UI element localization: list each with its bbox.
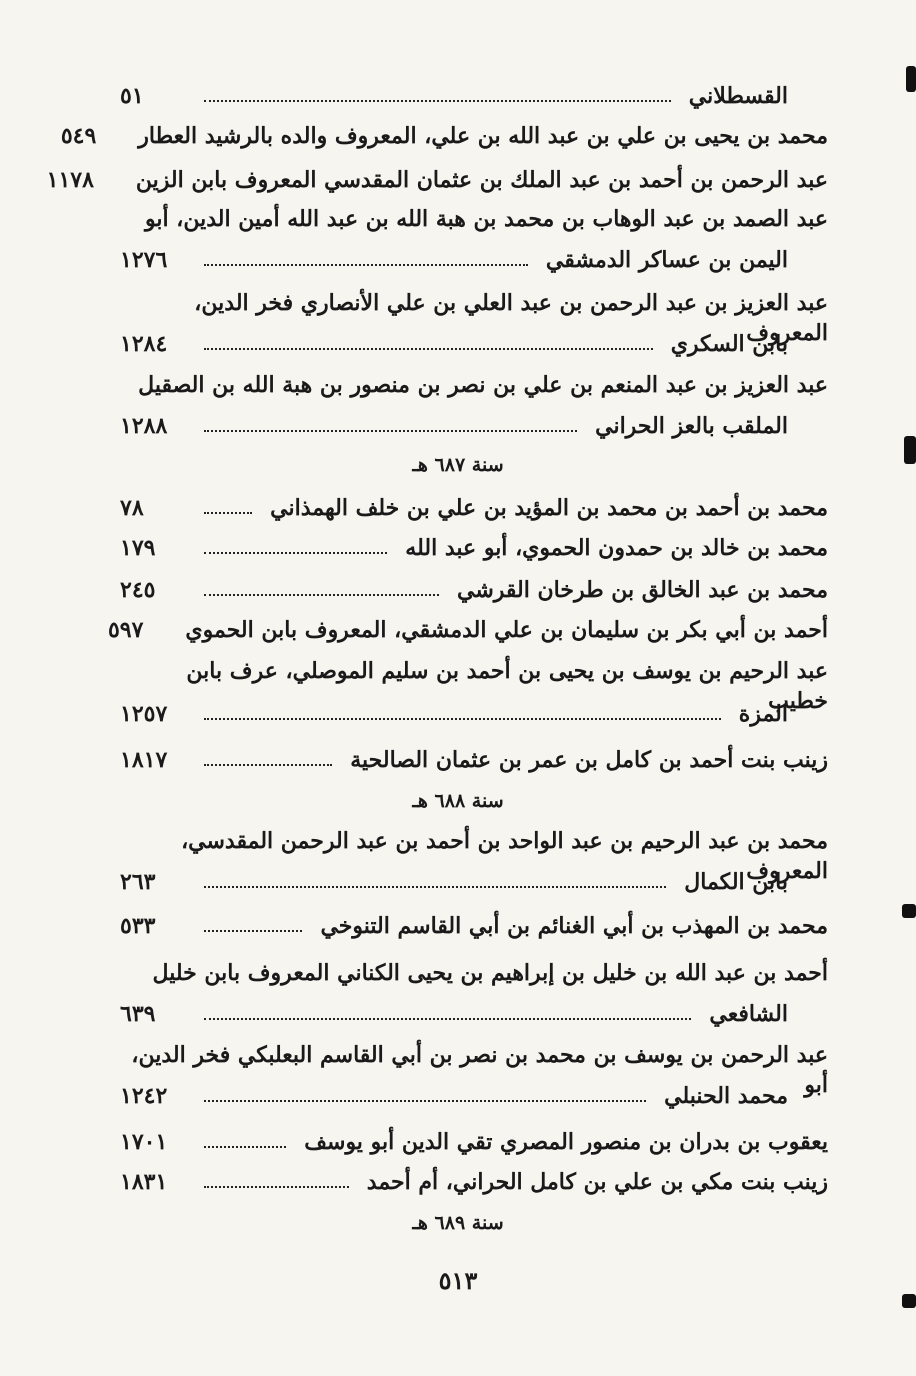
entry-number: ١٨١٧ (120, 747, 168, 773)
entry-name: محمد بن عبد الخالق بن طرخان القرشي (457, 577, 828, 603)
entry-wrapped-line: عبد الصمد بن عبد الوهاب بن محمد بن هبة الله بن عبد الله أمين الدين، أبو (145, 206, 828, 232)
entry-number: ١٢٨٨ (120, 413, 168, 439)
index-entry (120, 742, 828, 778)
entry-name: المزة (738, 701, 788, 727)
entry-number: ١١٧٨ (46, 167, 94, 193)
scan-mark (902, 1294, 916, 1308)
entry-number: ١٢٨٤ (120, 331, 168, 357)
entry-number: ١٨٣١ (120, 1169, 168, 1195)
leader-dots (204, 348, 653, 350)
leader-dots (204, 264, 528, 266)
entry-number: ١٧٩ (120, 535, 156, 561)
entry-name: أحمد بن أبي بكر بن سليمان بن علي الدمشقي، المعروف بابن الحموي (185, 617, 828, 643)
leader-dots (204, 430, 577, 432)
leader-dots (204, 1018, 691, 1020)
index-entry (120, 530, 828, 566)
entry-name: بابن السكري (670, 331, 788, 357)
leader-dots (204, 512, 252, 514)
scan-mark (904, 436, 916, 464)
entry-name: الملقب بالعز الحراني (595, 413, 788, 439)
index-entry (107, 612, 828, 648)
index-entry (60, 118, 828, 154)
leader-dots (204, 1100, 646, 1102)
index-entry (120, 242, 828, 278)
leader-dots (204, 718, 721, 720)
index-entry (120, 696, 828, 732)
entry-number: ١٢٤٢ (120, 1083, 168, 1109)
entry-number: ٢٦٣ (120, 869, 156, 895)
leader-dots (204, 1186, 349, 1188)
index-entry (120, 1164, 828, 1200)
leader-dots (204, 930, 302, 932)
entry-number: ٦٣٩ (120, 1001, 156, 1027)
index-entry (120, 1078, 828, 1114)
entry-name: بابن الكمال (684, 869, 788, 895)
leader-dots (204, 1146, 286, 1148)
leader-dots (204, 552, 387, 554)
page-number: ٥١٣ (438, 1266, 478, 1295)
entry-number: ١٢٧٦ (120, 247, 168, 273)
entry-number: ٥٣٣ (120, 913, 156, 939)
entry-name: محمد الحنبلي (664, 1083, 788, 1109)
entry-name: القسطلاني (688, 83, 788, 109)
entry-name: محمد بن يحيى بن علي بن عبد الله بن علي، المعروف والده بالرشيد العطار (138, 123, 828, 149)
entry-number: ٧٨ (120, 495, 144, 521)
entry-name: محمد بن أحمد بن محمد بن المؤيد بن علي بن خلف الهمذاني (270, 495, 828, 521)
leader-dots (204, 100, 671, 102)
index-entry (120, 1124, 828, 1160)
entry-number: ٥٤٩ (60, 123, 97, 149)
index-entry (120, 326, 828, 362)
entry-name: زينب بنت مكي بن علي بن كامل الحراني، أم أحمد (366, 1169, 828, 1195)
scan-mark (906, 66, 916, 92)
entry-name: اليمن بن عساكر الدمشقي (545, 247, 788, 273)
index-entry (120, 572, 828, 608)
leader-dots (204, 886, 666, 888)
index-entry (120, 490, 828, 526)
entry-name: يعقوب بن بدران بن منصور المصري تقي الدين أبو يوسف (304, 1129, 828, 1155)
entry-wrapped-line: عبد العزيز بن عبد المنعم بن علي بن نصر بن منصور بن هبة الله بن الصقيل (138, 372, 828, 398)
entry-name: محمد بن المهذب بن أبي الغنائم بن أبي القاسم التنوخي (320, 913, 828, 939)
year-heading: سنة ٦٨٩ هـ (412, 1212, 504, 1234)
index-entry (120, 908, 828, 944)
index-entry (46, 162, 828, 198)
entry-number: ٥١ (120, 83, 144, 109)
leader-dots (204, 594, 439, 596)
index-entry (120, 996, 828, 1032)
entry-name: محمد بن خالد بن حمدون الحموي، أبو عبد الله (405, 535, 828, 561)
entry-number: ٥٩٧ (107, 617, 144, 643)
entry-number: ٢٤٥ (120, 577, 156, 603)
year-heading: سنة ٦٨٨ هـ (412, 790, 504, 812)
entry-name: عبد الرحمن بن أحمد بن عبد الملك بن عثمان المقدسي المعروف بابن الزين (135, 167, 828, 193)
entry-name: زينب بنت أحمد بن كامل بن عمر بن عثمان الصالحية (350, 747, 828, 773)
entry-wrapped-line: عبد الرحمن بن يوسف بن محمد بن نصر بن أبي القاسم البعلبكي فخر الدين، أبو (131, 1042, 828, 1098)
leader-dots (204, 764, 332, 766)
index-entry (120, 864, 828, 900)
entry-number: ١٧٠١ (120, 1129, 168, 1155)
entry-number: ١٢٥٧ (120, 701, 168, 727)
index-entry (120, 78, 828, 114)
entry-wrapped-line: محمد بن عبد الرحيم بن عبد الواحد بن أحمد بن عبد الرحمن المقدسي، المعروف (181, 828, 828, 884)
scan-mark (902, 904, 916, 918)
year-heading: سنة ٦٨٧ هـ (412, 454, 504, 476)
entry-wrapped-line: عبد العزيز بن عبد الرحمن بن عبد العلي بن علي الأنصاري فخر الدين، المعروف (194, 290, 828, 346)
entry-name: الشافعي (709, 1001, 788, 1027)
entry-wrapped-line: أحمد بن عبد الله بن خليل بن إبراهيم بن يحيى الكناني المعروف بابن خليل (152, 960, 828, 986)
index-entry (120, 408, 828, 444)
entry-wrapped-line: عبد الرحيم بن يوسف بن يحيى بن أحمد بن سليم الموصلي، عرف بابن خطيب (186, 658, 828, 714)
